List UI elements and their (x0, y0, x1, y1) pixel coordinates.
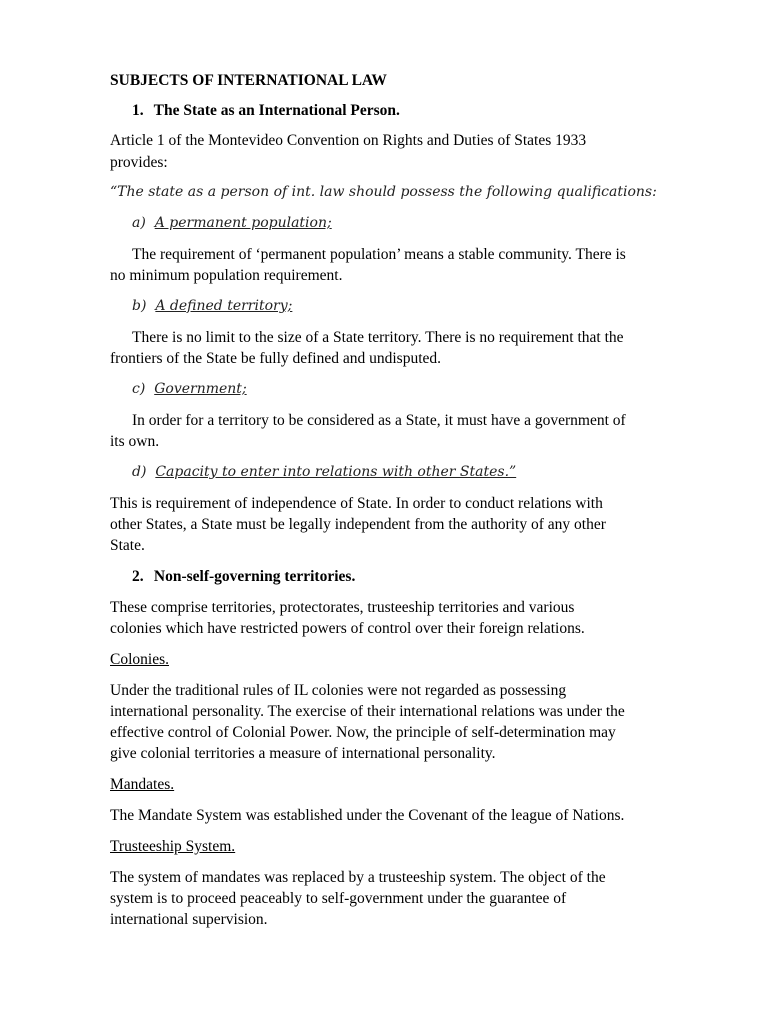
colonies-line-3: effective control of Colonial Power. Now, the principle of self-determination may (110, 724, 616, 741)
convention-quote: “The state as a person of int. law should possess the following qualifications: (110, 184, 657, 200)
qualification-a-marker: a) (132, 215, 146, 231)
colonies-heading: Colonies. (110, 651, 169, 668)
qualification-b-label: A defined territory; (155, 298, 293, 314)
territories-line-2: colonies which have restricted powers of control over their foreign relations. (110, 620, 585, 637)
territories-line-1: These comprise territories, protectorates, trusteeship territories and various (110, 599, 575, 616)
qualification-d (132, 462, 516, 483)
qualification-c-body-2: its own. (110, 433, 160, 450)
trusteeship-heading: Trusteeship System. (110, 838, 236, 855)
colonies-line-4: give colonial territories a measure of international personality. (110, 745, 496, 762)
colonies-line-2: international personality. The exercise of their international relations was under the (110, 703, 625, 720)
qualification-b-body-1: There is no limit to the size of a State territory. There is no requirement that the (132, 329, 624, 346)
qualification-a-label: A permanent population; (154, 215, 332, 231)
qualification-c-body-1: In order for a territory to be considered as a State, it must have a government of (132, 412, 626, 429)
document-title: SUBJECTS OF INTERNATIONAL LAW (110, 72, 387, 89)
section-1-heading-text: The State as an International Person. (153, 102, 400, 119)
section-2-heading-text: Non-self-governing territories. (153, 568, 356, 585)
qualification-c (132, 379, 247, 400)
independence-line-1: This is requirement of independence of State. In order to conduct relations with (110, 495, 603, 512)
qualification-b-marker: b) (132, 298, 147, 314)
mandates-heading: Mandates. (110, 776, 175, 793)
section-1-number: 1. (132, 102, 144, 119)
qualification-a-body-2: no minimum population requirement. (110, 267, 343, 284)
qualification-a (132, 213, 332, 234)
qualification-a-body-1: The requirement of ‘permanent population’ means a stable community. There is (132, 246, 626, 263)
qualification-c-marker: c) (132, 381, 146, 397)
trusteeship-line-3: international supervision. (110, 911, 268, 928)
section-2-heading (132, 566, 355, 587)
section-2-number: 2. (132, 568, 144, 585)
qualification-b-body-2: frontiers of the State be fully defined and undisputed. (110, 350, 442, 367)
qualification-c-label: Government; (154, 381, 247, 397)
independence-line-3: State. (110, 537, 145, 554)
independence-line-2: other States, a State must be legally independent from the authority of any other (110, 516, 606, 533)
intro-line-2: provides: (110, 154, 168, 171)
section-1-heading (132, 100, 400, 121)
mandates-line-1: The Mandate System was established under the Covenant of the league of Nations. (110, 807, 625, 824)
trusteeship-line-1: The system of mandates was replaced by a trusteeship system. The object of the (110, 869, 606, 886)
trusteeship-line-2: system is to proceed peaceably to self-government under the guarantee of (110, 890, 567, 907)
qualification-b (132, 296, 292, 317)
colonies-line-1: Under the traditional rules of IL colonies were not regarded as possessing (110, 682, 567, 699)
qualification-d-marker: d) (132, 464, 147, 480)
intro-line-1: Article 1 of the Montevideo Convention on Rights and Duties of States 1933 (110, 132, 587, 149)
qualification-d-label: Capacity to enter into relations with other States.” (155, 464, 517, 480)
